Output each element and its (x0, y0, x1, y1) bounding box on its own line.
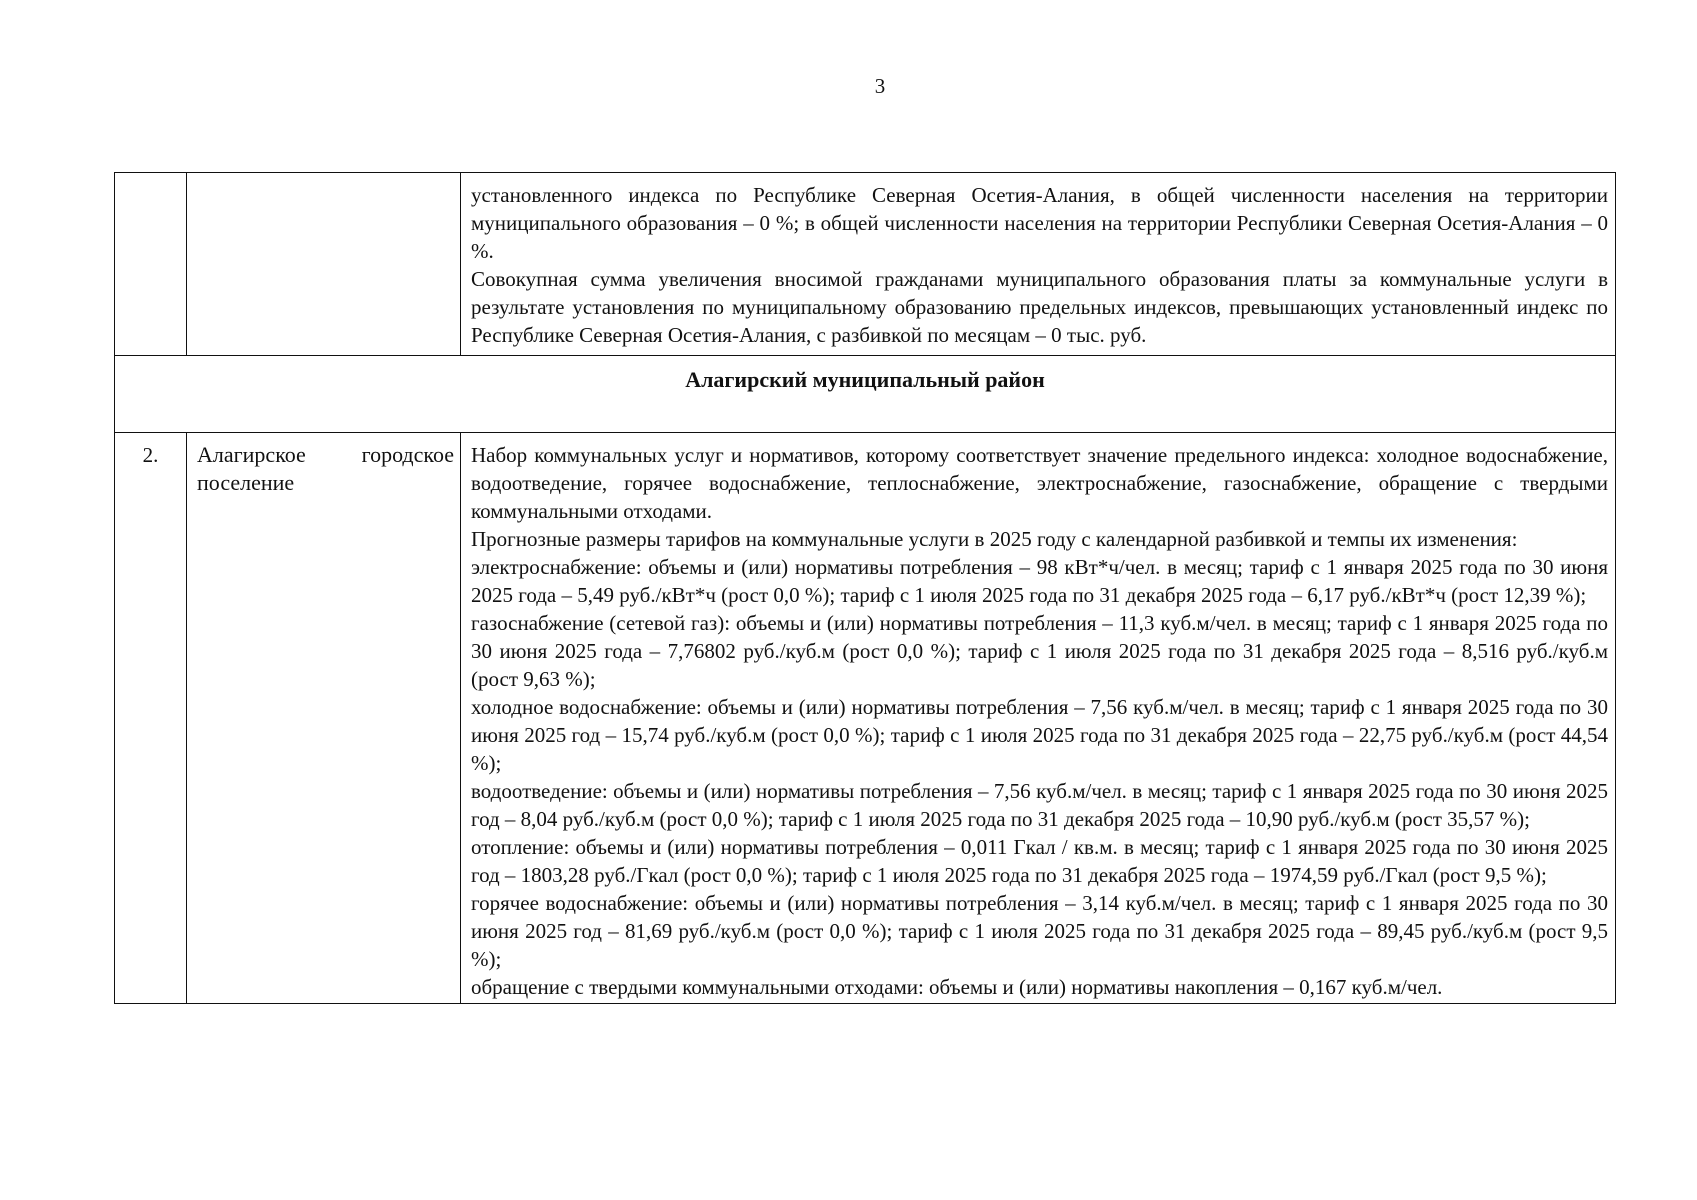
paragraph: холодное водоснабжение: объемы и (или) нормативы потребления – 7,56 куб.м/чел. в месяц; тариф с 1 января 2025 года по 30 июня 2025 год – 15,74 руб./куб.м (рост 0,0 %); тариф с 1 июля 2025 года по 31 декабря 2025 года – 22,75 руб./куб.м (рост 44,54 %); (471, 695, 1608, 775)
municipality-cell (187, 173, 461, 356)
number-cell (115, 173, 187, 356)
table-row (115, 433, 1616, 1004)
paragraph: водоотведение: объемы и (или) нормативы потребления – 7,56 куб.м/чел. в месяц; тариф с 1 января 2025 года по 30 июня 2025 год – 8,04 руб./куб.м (рост 0,0 %); тариф с 1 июля 2025 года по 31 декабря 2025 года – 10,90 руб./куб.м (рост 35,57 %); (471, 779, 1608, 831)
paragraph: горячее водоснабжение: объемы и (или) нормативы потребления – 3,14 куб.м/чел. в месяц; тариф с 1 января 2025 года по 30 июня 2025 год – 81,69 руб./куб.м (рост 0,0 %); тариф с 1 июля 2025 года по 31 декабря 2025 года – 89,45 руб./куб.м (рост 9,5 %); (471, 891, 1608, 971)
municipality-name: Алагирское городское поселение (187, 433, 461, 1004)
paragraph: электроснабжение: объемы и (или) нормативы потребления – 98 кВт*ч/чел. в месяц; тариф с 1 января 2025 года по 30 июня 2025 года – 5,49 руб./кВт*ч (рост 0,0 %); тариф с 1 июля 2025 года по 31 декабря 2025 года – 6,17 руб./кВт*ч (рост 12,39 %); (471, 555, 1608, 607)
page-number: 3 (874, 74, 886, 98)
paragraph: установленного индекса по Республике Северная Осетия-Алания, в общей численности населения на территории муниципального образования – 0 %; в общей численности населения на территории Республики Северная Осетия-Алания – 0 %. (471, 183, 1608, 263)
entry-number: 2. (115, 433, 187, 1004)
paragraph: газоснабжение (сетевой газ): объемы и (или) нормативы потребления – 11,3 куб.м/чел. в месяц; тариф с 1 января 2025 года по 30 июня 2025 года – 7,76802 руб./куб.м (рост 0,0 %); тариф с 1 июля 2025 года по 31 декабря 2025 года – 8,516 руб./куб.м (рост 9,63 %); (471, 611, 1608, 691)
description-cell (461, 173, 1616, 356)
paragraph: Совокупная сумма увеличения вносимой гражданами муниципального образования платы за коммунальные услуги в результате установления по муниципальному образованию предельных индексов, превышающих установленный индекс по Республике Северная Осетия-Алания, с разбивкой по месяцам – 0 тыс. руб. (471, 267, 1608, 347)
paragraph: обращение с твердыми коммунальными отходами: объемы и (или) нормативы накопления – 0,167 куб.м/чел. (471, 975, 1443, 999)
tariff-table (114, 172, 1616, 1004)
section-row (115, 356, 1616, 433)
paragraph: Прогнозные размеры тарифов на коммунальные услуги в 2025 году с календарной разбивкой и темпы их изменения: (471, 527, 1518, 551)
description-cell (461, 433, 1616, 1004)
paragraph: отопление: объемы и (или) нормативы потребления – 0,011 Гкал / кв.м. в месяц; тариф с 1 января 2025 года по 30 июня 2025 год – 1803,28 руб./Гкал (рост 0,0 %); тариф с 1 июля 2025 года по 31 декабря 2025 года – 1974,59 руб./Гкал (рост 9,5 %); (471, 835, 1608, 887)
paragraph: Набор коммунальных услуг и нормативов, которому соответствует значение предельного индекса: холодное водоснабжение, водоотведение, горячее водоснабжение, теплоснабжение, электроснабжение, газоснабжение, обращение с твердыми коммунальными отходами. (471, 443, 1608, 523)
table-row-continuation (115, 173, 1616, 356)
section-title: Алагирский муниципальный район (115, 356, 1616, 433)
